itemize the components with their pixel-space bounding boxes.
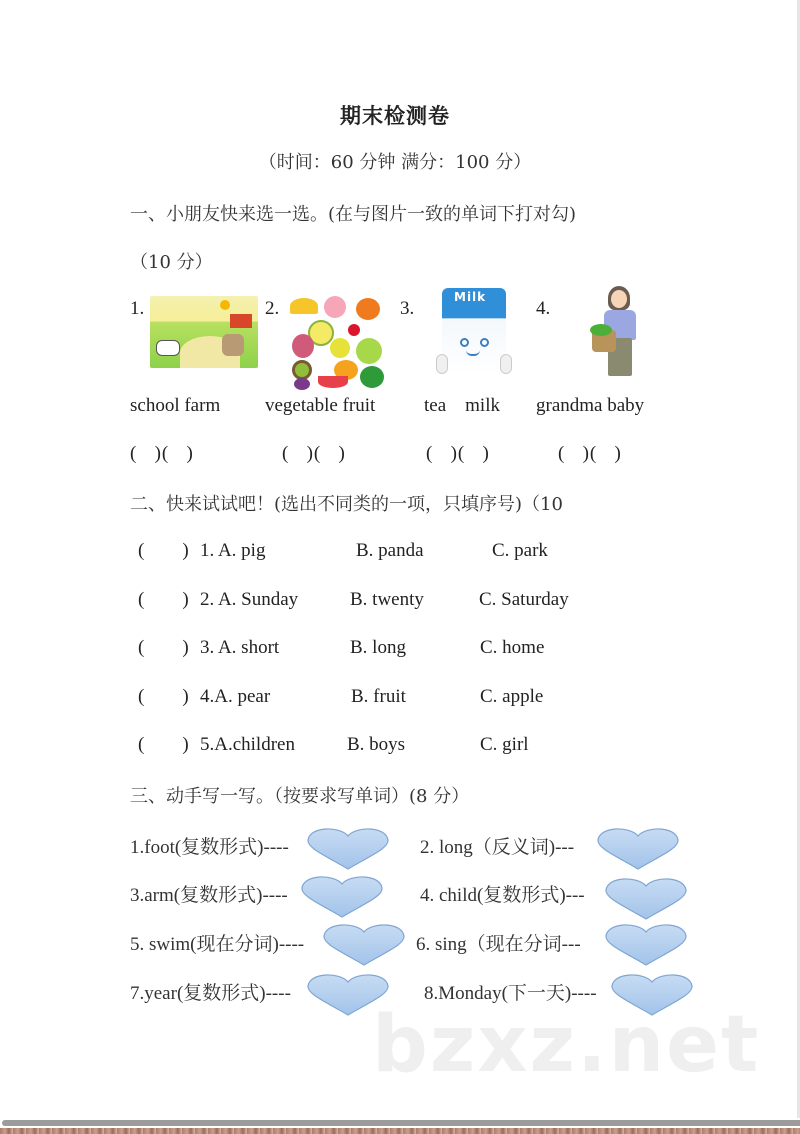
fruit-picture	[290, 294, 386, 390]
write-prompt: 4. child(复数形式)---	[420, 885, 585, 906]
cow-icon	[156, 340, 180, 356]
grape-icon	[294, 378, 310, 390]
pear-icon	[330, 338, 350, 358]
write-prompt: 2. long（反义词)---	[420, 837, 575, 858]
option-c: C. home	[480, 637, 545, 658]
write-prompt: 5. swim(现在分词)----	[130, 934, 305, 955]
option-a: 2. A. Sunday	[200, 589, 299, 610]
eye-icon	[460, 338, 469, 347]
word-choices: grandma baby	[536, 395, 645, 416]
heart-icon[interactable]	[596, 826, 680, 870]
answer-blank[interactable]: ( )	[138, 540, 189, 561]
word-choices: vegetable fruit	[265, 395, 376, 416]
answer-blank[interactable]: ( )	[138, 686, 189, 707]
item-number: 2.	[265, 298, 280, 319]
farm-picture	[150, 296, 258, 368]
barn-icon	[230, 314, 252, 328]
milk-label: Milk	[454, 290, 487, 304]
option-b: B. boys	[347, 734, 406, 755]
heart-icon[interactable]	[604, 922, 688, 966]
option-b: B. fruit	[351, 686, 406, 707]
peach-icon	[324, 296, 346, 318]
watermelon-icon	[360, 366, 384, 388]
horizontal-scrollbar[interactable]	[2, 1120, 800, 1126]
face-shape	[611, 290, 627, 308]
cherry-icon	[348, 324, 360, 336]
watermark: bzxz.net	[372, 1000, 761, 1090]
sun-icon	[220, 300, 230, 310]
heart-icon[interactable]	[604, 876, 688, 920]
option-b: B. twenty	[350, 589, 424, 610]
kiwi-icon	[292, 360, 312, 380]
item-number: 1.	[130, 298, 145, 319]
answer-slots[interactable]: ( )( )	[426, 443, 490, 464]
exam-info: （时间：60 分钟 满分：100 分）	[258, 152, 532, 173]
grandma-picture	[584, 278, 664, 386]
answer-blank[interactable]: ( )	[138, 637, 189, 658]
word-choices: tea milk	[424, 395, 500, 416]
persimmon-icon	[356, 298, 380, 320]
background-strip	[0, 1128, 800, 1134]
answer-blank[interactable]: ( )	[138, 734, 189, 755]
horse-icon	[222, 334, 244, 356]
option-c: C. park	[492, 540, 548, 561]
banana-icon	[290, 298, 318, 314]
arm-shape	[500, 354, 512, 374]
section1-points: （10 分）	[130, 252, 213, 273]
write-prompt: 6. sing（现在分词---	[416, 934, 581, 955]
arm-shape	[436, 354, 448, 374]
option-c: C. girl	[480, 734, 529, 755]
answer-slots[interactable]: ( )( )	[558, 443, 622, 464]
option-a: 1. A. pig	[200, 540, 266, 561]
option-b: B. panda	[356, 540, 424, 561]
section1-heading: 一、小朋友快来选一选。(在与图片一致的单词下打对勾)	[130, 204, 577, 225]
heart-icon[interactable]	[306, 826, 390, 870]
write-prompt: 3.arm(复数形式)----	[130, 885, 288, 906]
vegetables-icon	[590, 324, 612, 336]
section2-heading: 二、快来试试吧！(选出不同类的一项，只填序号)（10	[130, 494, 563, 515]
option-a: 5.A.children	[200, 734, 295, 755]
heart-icon[interactable]	[322, 922, 406, 966]
guava-icon	[356, 338, 382, 364]
item-number: 3.	[400, 298, 415, 319]
section3-heading: 三、动手写一写。（按要求写单词）(8 分）	[130, 786, 470, 807]
write-prompt: 1.foot(复数形式)----	[130, 837, 289, 858]
eye-icon	[480, 338, 489, 347]
word-choices: school farm	[130, 395, 221, 416]
write-prompt: 8.Monday(下一天)----	[424, 983, 597, 1004]
heart-icon[interactable]	[300, 874, 384, 918]
answer-slots[interactable]: ( )( )	[130, 443, 194, 464]
option-b: B. long	[350, 637, 406, 658]
write-prompt: 7.year(复数形式)----	[130, 983, 291, 1004]
item-number: 4.	[536, 298, 551, 319]
plum-icon	[292, 334, 314, 358]
option-c: C. apple	[480, 686, 544, 707]
option-c: C. Saturday	[479, 589, 569, 610]
milk-carton-picture	[432, 284, 516, 382]
watermelon-slice-icon	[318, 376, 348, 388]
page-title: 期末检测卷	[340, 104, 450, 128]
option-a: 4.A. pear	[200, 686, 271, 707]
answer-blank[interactable]: ( )	[138, 589, 189, 610]
option-a: 3. A. short	[200, 637, 280, 658]
answer-slots[interactable]: ( )( )	[282, 443, 346, 464]
